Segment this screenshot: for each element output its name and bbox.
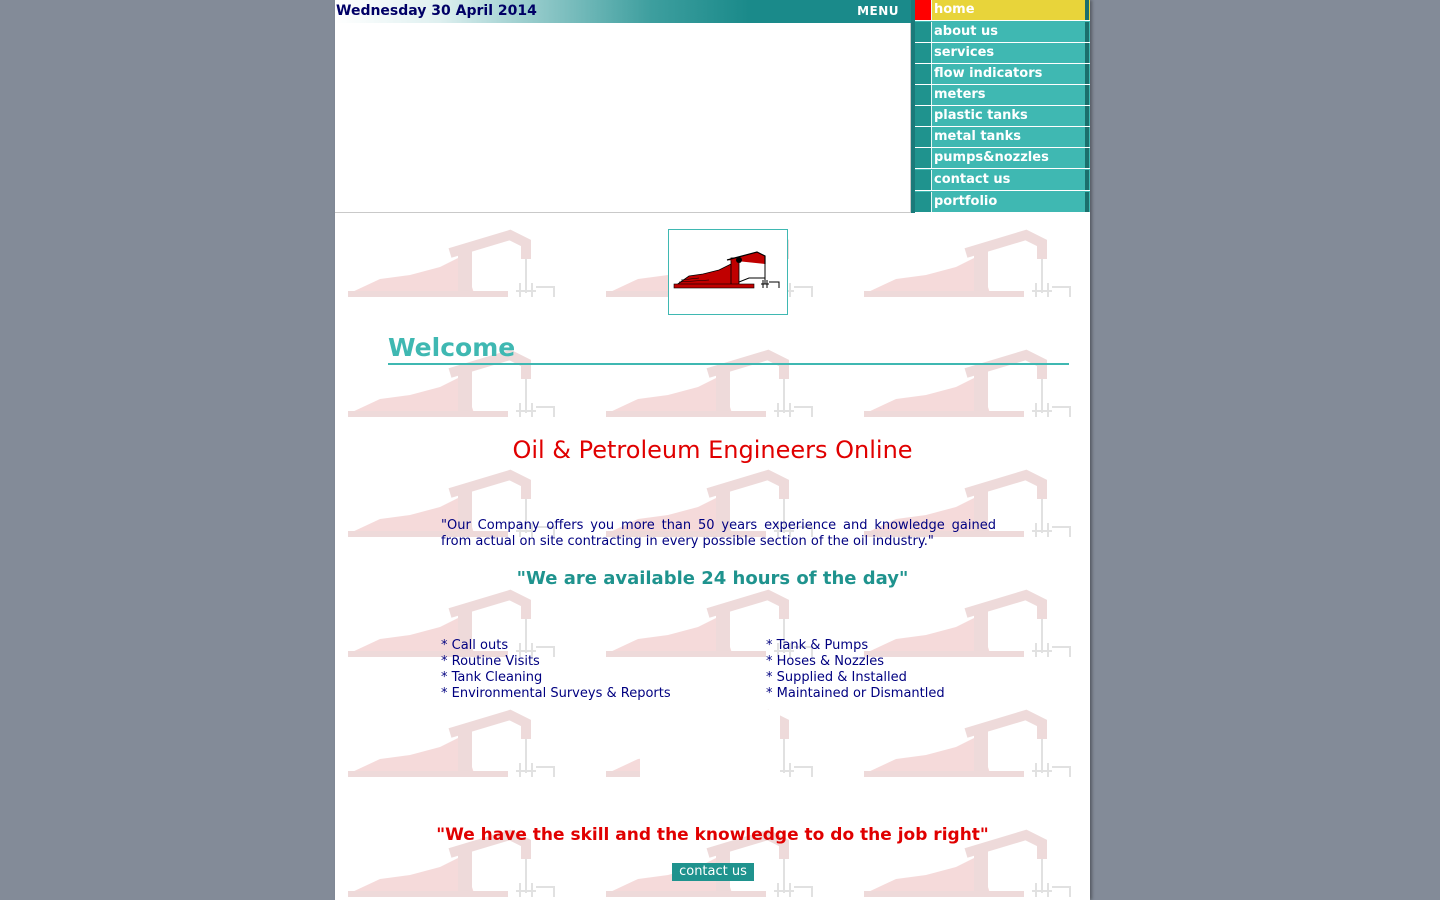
nav-rail xyxy=(1085,43,1089,63)
skill-slogan: "We have the skill and the knowledge to do the job right" xyxy=(436,825,989,845)
nav-item-home[interactable] xyxy=(915,0,1090,21)
date-bar xyxy=(335,0,911,23)
nav-item-label: contact us xyxy=(934,172,1011,187)
main-navigation xyxy=(915,0,1090,213)
nav-item-metal-tanks[interactable] xyxy=(915,127,1090,148)
nav-item-label: about us xyxy=(934,24,998,39)
nav-marker xyxy=(915,170,932,190)
nav-item-portfolio[interactable] xyxy=(915,192,1090,213)
nav-item-contact-us[interactable] xyxy=(915,170,1090,191)
nav-marker xyxy=(915,43,932,63)
welcome-title: Welcome xyxy=(388,333,516,362)
nav-marker xyxy=(915,127,932,147)
nav-item-label: services xyxy=(934,45,995,60)
service-item: * Tank Cleaning xyxy=(441,670,543,685)
current-date: Wednesday 30 April 2014 xyxy=(336,3,537,19)
pumpjack-watermark-tile xyxy=(340,695,560,785)
nav-marker xyxy=(915,192,932,212)
service-item: * Environmental Surveys & Reports xyxy=(441,686,671,701)
nav-item-about-us[interactable] xyxy=(915,22,1090,43)
nav-rail xyxy=(1085,170,1089,190)
service-item: * Routine Visits xyxy=(441,654,540,669)
nav-item-label: meters xyxy=(934,87,986,102)
services-list-left xyxy=(441,638,671,702)
nav-item-meters[interactable] xyxy=(915,85,1090,106)
nav-marker xyxy=(915,148,932,168)
company-logo xyxy=(668,229,788,315)
blank-image-area xyxy=(640,710,780,788)
service-item: * Call outs xyxy=(441,638,509,653)
banner-area xyxy=(335,23,911,213)
nav-marker xyxy=(915,22,932,42)
nav-rail xyxy=(1085,85,1089,105)
service-item: * Supplied & Installed xyxy=(766,670,907,685)
nav-item-plastic-tanks[interactable] xyxy=(915,106,1090,127)
nav-rail xyxy=(1085,22,1089,42)
pumpjack-watermark-tile xyxy=(340,215,560,305)
availability-slogan: "We are available 24 hours of the day" xyxy=(516,568,909,589)
services-list-right xyxy=(766,638,945,702)
nav-rail xyxy=(1085,0,1089,20)
nav-marker xyxy=(915,0,932,20)
intro-paragraph: "Our Company offers you more than 50 years experience and knowledge gained from actual on site contracting in every possible section of the oil industry." xyxy=(441,518,996,549)
nav-item-label: portfolio xyxy=(934,194,998,209)
nav-item-label: plastic tanks xyxy=(934,108,1028,123)
nav-rail xyxy=(1085,127,1089,147)
nav-item-label: flow indicators xyxy=(934,66,1043,81)
nav-marker xyxy=(915,106,932,126)
nav-rail xyxy=(1085,106,1089,126)
page-container xyxy=(335,0,1090,900)
menu-heading: MENU xyxy=(857,4,899,18)
oil-pumpjack-icon xyxy=(669,230,787,314)
nav-rail xyxy=(1085,64,1089,84)
nav-item-label: pumps&nozzles xyxy=(934,150,1049,165)
pumpjack-watermark-tile xyxy=(856,215,1076,305)
nav-item-flow-indicators[interactable] xyxy=(915,64,1090,85)
nav-rail xyxy=(1085,148,1089,168)
pumpjack-watermark-tile xyxy=(856,695,1076,785)
service-item: * Hoses & Nozzles xyxy=(766,654,885,669)
nav-item-pumps-nozzles[interactable] xyxy=(915,148,1090,169)
nav-marker xyxy=(915,64,932,84)
nav-item-label: metal tanks xyxy=(934,129,1021,144)
nav-marker xyxy=(915,85,932,105)
nav-item-label: home xyxy=(934,2,975,17)
site-title: Oil & Petroleum Engineers Online xyxy=(512,436,913,464)
welcome-heading xyxy=(388,333,1069,365)
service-item: * Tank & Pumps xyxy=(766,638,869,653)
service-item: * Maintained or Dismantled xyxy=(766,686,945,701)
nav-item-services[interactable] xyxy=(915,43,1090,64)
nav-rail xyxy=(1085,192,1089,212)
contact-us-button[interactable]: contact us xyxy=(672,863,754,881)
